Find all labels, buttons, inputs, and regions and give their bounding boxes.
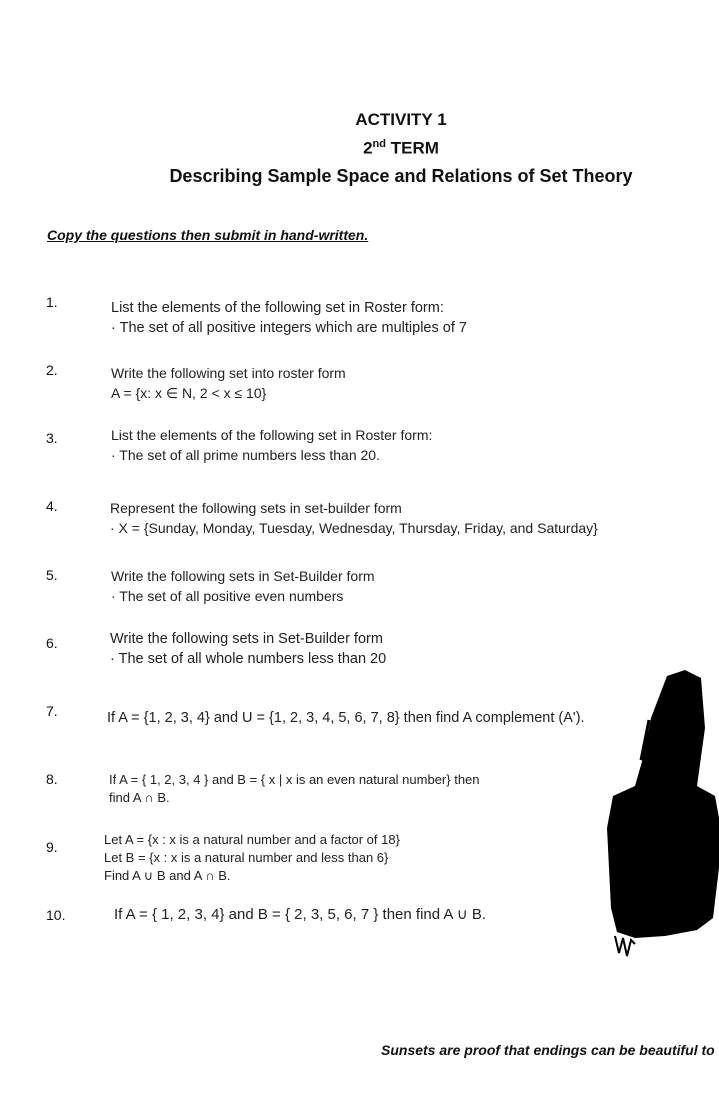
question-line: Write the following sets in Set-Builder form bbox=[111, 568, 375, 584]
question-line: Let A = {x : x is a natural number and a factor of 18} bbox=[104, 832, 400, 847]
instruction: Copy the questions then submit in hand-written. bbox=[47, 227, 369, 243]
question-number: 5. bbox=[46, 567, 58, 583]
question-line: If A = { 1, 2, 3, 4 } and B = { x | x is an even natural number} then bbox=[109, 772, 480, 787]
term-number: 2 bbox=[363, 138, 373, 158]
question-number: 4. bbox=[46, 498, 58, 514]
question-number: 3. bbox=[46, 430, 58, 446]
question-1 bbox=[111, 298, 467, 338]
term-suffix: nd bbox=[372, 138, 386, 150]
question-7 bbox=[107, 708, 585, 728]
question-number: 9. bbox=[46, 839, 58, 855]
question-8 bbox=[109, 771, 480, 807]
term-title bbox=[0, 138, 719, 159]
question-line: · The set of all prime numbers less than 20. bbox=[111, 447, 380, 463]
question-line: · The set of all positive integers which are multiples of 7 bbox=[111, 320, 467, 336]
question-line: List the elements of the following set in Roster form: bbox=[111, 427, 433, 443]
question-line: · X = {Sunday, Monday, Tuesday, Wednesday, Thursday, Friday, and Saturday} bbox=[110, 520, 598, 536]
page-subtitle: Describing Sample Space and Relations of Set Theory bbox=[169, 166, 633, 186]
question-line: If A = { 1, 2, 3, 4} and B = { 2, 3, 5, 6, 7 } then find A ∪ B. bbox=[114, 906, 487, 923]
question-3 bbox=[111, 425, 432, 465]
footer-quote: Sunsets are proof that endings can be beautiful to bbox=[381, 1042, 715, 1058]
question-line: Write the following set into roster form bbox=[111, 365, 346, 381]
question-line: List the elements of the following set in Roster form: bbox=[111, 300, 444, 316]
question-line: Write the following sets in Set-Builder form bbox=[110, 631, 383, 647]
question-line: find A ∩ B. bbox=[109, 790, 170, 805]
question-line: · The set of all positive even numbers bbox=[111, 588, 344, 604]
question-2 bbox=[111, 363, 346, 403]
question-number: 7. bbox=[46, 703, 58, 719]
activity-title: ACTIVITY 1 bbox=[355, 110, 447, 129]
question-line: Find A ∪ B and A ∩ B. bbox=[104, 868, 231, 883]
question-number: 6. bbox=[46, 635, 58, 651]
question-number: 10. bbox=[46, 907, 66, 923]
question-line: Let B = {x : x is a natural number and less than 6} bbox=[104, 850, 389, 865]
redaction-scribble bbox=[605, 668, 719, 958]
question-number: 8. bbox=[46, 771, 58, 787]
question-line: If A = {1, 2, 3, 4} and U = {1, 2, 3, 4, 5, 6, 7, 8} then find A complement (A'). bbox=[107, 710, 585, 726]
question-10 bbox=[114, 905, 486, 925]
question-4 bbox=[110, 498, 598, 538]
term-word: TERM bbox=[390, 138, 439, 158]
question-5 bbox=[111, 566, 375, 606]
question-number: 2. bbox=[46, 362, 58, 378]
question-line: A = {x: x ∈ N, 2 < x ≤ 10} bbox=[111, 385, 267, 401]
question-number: 1. bbox=[46, 294, 58, 310]
question-9 bbox=[104, 831, 400, 885]
question-line: · The set of all whole numbers less than 20 bbox=[110, 651, 387, 667]
question-6 bbox=[110, 629, 386, 669]
question-line: Represent the following sets in set-builder form bbox=[110, 500, 402, 516]
